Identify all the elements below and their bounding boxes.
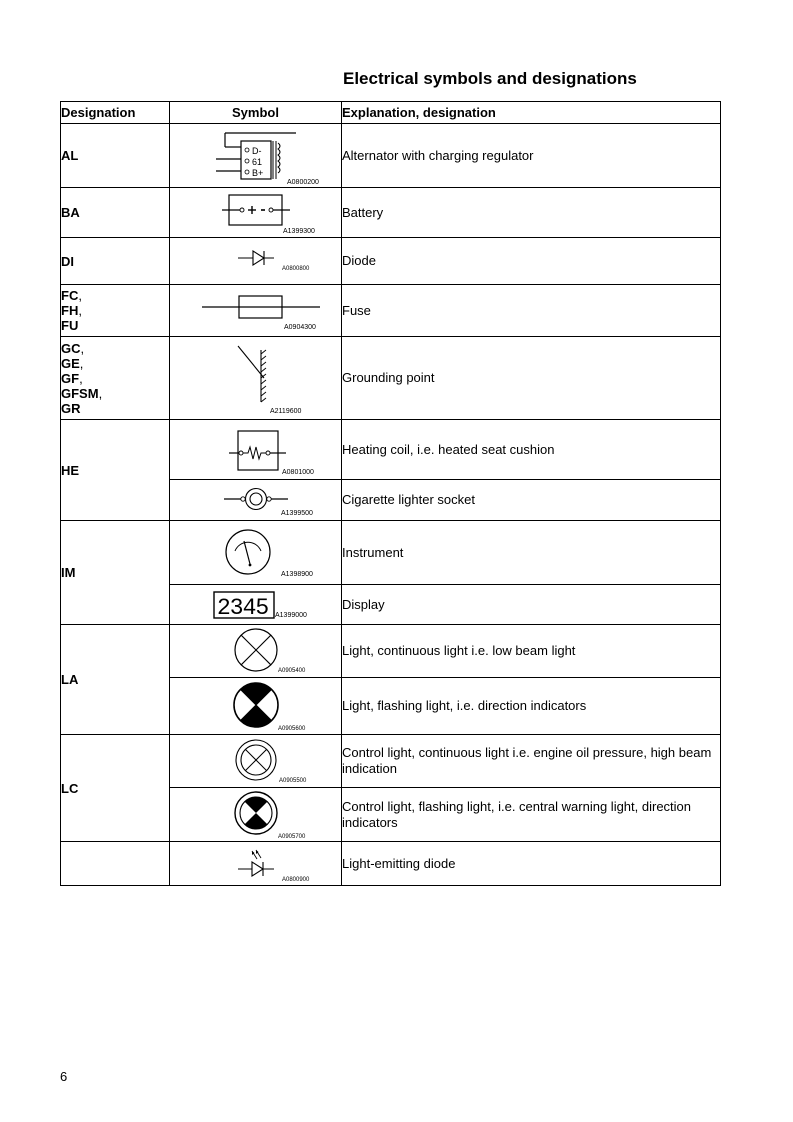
symbol-code: A0801000 <box>281 468 314 476</box>
designation-he: HE <box>61 420 170 521</box>
lighter-socket-symbol <box>170 480 342 521</box>
lighter-socket-icon <box>186 481 326 519</box>
table-row <box>61 842 721 886</box>
symbol-code: A1398900 <box>280 570 313 578</box>
light-flashing-symbol <box>170 678 342 735</box>
designation-la: LA <box>61 625 170 735</box>
instrument-icon <box>181 523 331 583</box>
alternator-symbol <box>170 124 342 188</box>
control-light-continuous-icon <box>186 736 326 786</box>
designation-empty <box>61 842 170 886</box>
table-row <box>61 124 721 188</box>
symbol-code: A0905600 <box>277 726 305 732</box>
instrument-symbol <box>170 521 342 585</box>
symbol-code: A1399300 <box>282 227 315 235</box>
ground-icon <box>186 338 326 418</box>
explanation-led: Light-emitting diode <box>342 842 721 886</box>
designation-fuse: FC, FH, FU <box>61 285 170 337</box>
light-flashing-icon <box>186 679 326 733</box>
table-row <box>61 420 721 480</box>
designation-im: IM <box>61 521 170 625</box>
led-icon <box>186 843 326 885</box>
display-digits: 2345 <box>216 594 268 621</box>
explanation-lighter: Cigarette lighter socket <box>342 480 721 521</box>
designation-ba: BA <box>61 188 170 238</box>
designation-gr: GR <box>61 400 81 416</box>
heating-coil-symbol <box>170 420 342 480</box>
designation-gf: GF <box>61 370 80 386</box>
battery-symbol <box>170 188 342 238</box>
display-icon <box>176 587 336 623</box>
symbols-table <box>60 101 721 886</box>
designation-di: DI <box>61 238 170 285</box>
table-row <box>61 625 721 678</box>
display-symbol <box>170 585 342 625</box>
designation-al: AL <box>61 124 170 188</box>
explanation-light-flashing: Light, flashing light, i.e. direction indicators <box>342 678 721 735</box>
page-number: 6 <box>60 1069 68 1084</box>
designation-fu: FU <box>61 318 79 333</box>
explanation-fuse: Fuse <box>342 285 721 337</box>
control-light-flashing-icon <box>186 789 326 841</box>
fuse-symbol <box>170 285 342 337</box>
diode-symbol <box>170 238 342 285</box>
heating-coil-icon <box>186 422 326 478</box>
light-continuous-symbol <box>170 625 342 678</box>
symbol-code: A1399000 <box>274 611 307 619</box>
symbol-code: A2119600 <box>269 408 301 415</box>
explanation-heating: Heating coil, i.e. heated seat cushion <box>342 420 721 480</box>
designation-fc: FC <box>61 288 79 303</box>
explanation-instrument: Instrument <box>342 521 721 585</box>
symbol-code: A1399500 <box>280 510 313 517</box>
symbol-code: A0800900 <box>281 876 309 883</box>
control-light-flashing-symbol <box>170 788 342 842</box>
explanation-ground: Grounding point <box>342 337 721 420</box>
symbol-code: A0800200 <box>286 178 319 186</box>
header-explanation: Explanation, designation <box>342 102 721 124</box>
table-row <box>61 337 721 420</box>
explanation-diode: Diode <box>342 238 721 285</box>
terminal-61: 61 <box>251 156 262 167</box>
symbol-code: A0904300 <box>283 323 316 331</box>
explanation-light-continuous: Light, continuous light i.e. low beam light <box>342 625 721 678</box>
table-row <box>61 238 721 285</box>
symbol-code: A0905700 <box>277 833 305 840</box>
led-symbol <box>170 842 342 886</box>
table-header-row <box>61 102 721 124</box>
terminal-b-plus: B+ <box>251 167 263 178</box>
ground-symbol <box>170 337 342 420</box>
header-symbol: Symbol <box>170 102 342 124</box>
light-continuous-icon <box>186 626 326 676</box>
explanation-alternator: Alternator with charging regulator <box>342 124 721 188</box>
designation-lc: LC <box>61 735 170 842</box>
table-row <box>61 285 721 337</box>
explanation-control-continuous: Control light, continuous light i.e. engine oil pressure, high beam indication <box>342 735 721 788</box>
designation-ge: GE <box>61 355 80 371</box>
alternator-icon <box>186 125 326 187</box>
explanation-display: Display <box>342 585 721 625</box>
table-row <box>61 735 721 788</box>
symbol-code: A0800800 <box>281 266 309 272</box>
explanation-control-flashing: Control light, flashing light, i.e. central warning light, direction indicators <box>342 788 721 842</box>
designation-ground: GC, GE, GF, GFSM, GR <box>61 337 170 420</box>
table-row <box>61 188 721 238</box>
terminal-d-minus: D- <box>251 145 261 156</box>
table-row <box>61 521 721 585</box>
diode-icon <box>186 240 326 282</box>
header-designation: Designation <box>61 102 170 124</box>
symbol-code: A0905400 <box>277 668 305 674</box>
control-light-continuous-symbol <box>170 735 342 788</box>
page-title: Electrical symbols and designations <box>343 69 637 88</box>
symbol-code: A0905500 <box>278 778 306 784</box>
explanation-battery: Battery <box>342 188 721 238</box>
designation-gfsm: GFSM <box>61 385 99 401</box>
fuse-icon <box>176 287 336 335</box>
battery-icon <box>186 190 326 236</box>
designation-gc: GC <box>61 340 81 356</box>
designation-fh: FH <box>61 303 79 318</box>
